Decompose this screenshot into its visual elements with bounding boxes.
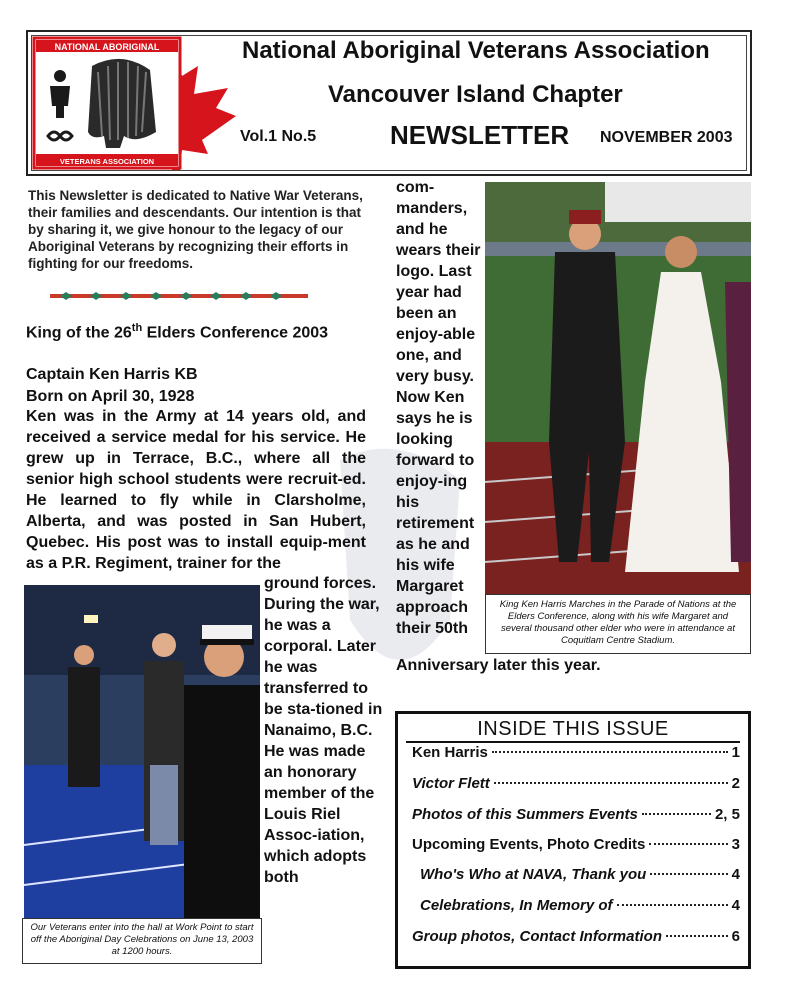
toc-item-summer-events[interactable]: Photos of this Summers Events 2, 5 [412,806,740,823]
dedication-paragraph: This Newsletter is dedicated to Native War Veterans, their families and descendants. Our intention is that by sharing it, we give honour to the legacy of our Aboriginal Veterans by recognizing their efforts in fighting for our freedoms. [28,188,363,271]
subject-born: Born on April 30, 1928 [26,388,195,405]
parade-photo-caption: King Ken Harris Marches in the Parade of Nations at the Elders Conference, along with his wife Margaret and several thousand other elder who were in attendance at Coquitlam Centre Stadium. [485,594,751,654]
article-heading: King of the 26th Elders Conference 2003 [26,322,329,342]
toc-item-upcoming-events[interactable]: Upcoming Events, Photo Credits 3 [412,836,740,853]
svg-text:VETERANS ASSOCIATION: VETERANS ASSOCIATION [59,157,155,166]
inside-this-issue-box [395,711,751,969]
toc-item-whos-who[interactable]: Who's Who at NAVA, Thank you 4 [420,866,740,883]
newsletter-label: NEWSLETTER [390,120,570,150]
article-column-1b: ground forces. During the war, he was a corporal. Later he was transferred to be sta-tioned in Nanaimo, B.C. He was made an honorary member of the Louis Riel Assoc-iation, which adopts both [264,575,383,886]
subject-name: Captain Ken Harris KB [26,366,198,383]
toc-item-group-photos[interactable]: Group photos, Contact Information 6 [412,928,740,945]
toc-title: INSIDE THIS ISSUE [477,718,669,740]
article-column-2: com-manders, and he wears their logo. Last year had been an enjoy-able one, and very busy. Now Ken says he is looking forward to enjoy-ing his retirement as he and his wife Margaret approach their 50th [396,179,481,637]
svg-text:NATIONAL ABORIGINAL: NATIONAL ABORIGINAL [54,42,160,52]
nava-logo [32,36,238,172]
volume-number: Vol.1 No.5 [240,128,317,145]
veterans-hall-photo-caption: Our Veterans enter into the hall at Work Point to start off the Aboriginal Day Celebrations on June 13, 2003 at 1200 hours. [22,918,262,964]
org-name: National Aboriginal Veterans Association [242,37,710,64]
chapter-name: Vancouver Island Chapter [328,81,623,108]
article-column-1: Ken was in the Army at 14 years old, and received a service medal for his service. He grew up in Terrace, B.C., where all the senior high school students were recruit-ed. He learned to fly while in Clarsholme, Alberta, and was posted in San Hubert, Quebec. His post was to install equip-ment as a P.R. Regiment, trainer for the [26,408,366,572]
parade-photo [485,182,751,594]
issue-date: NOVEMBER 2003 [600,129,733,146]
decorative-divider [50,288,308,298]
toc-item-victor-flett[interactable]: Victor Flett 2 [412,775,740,792]
veterans-hall-photo [24,585,260,918]
toc-item-ken-harris[interactable]: Ken Harris 1 [412,744,740,761]
toc-item-celebrations[interactable]: Celebrations, In Memory of 4 [420,897,740,914]
article-column-2-end: Anniversary later this year. [396,657,601,674]
